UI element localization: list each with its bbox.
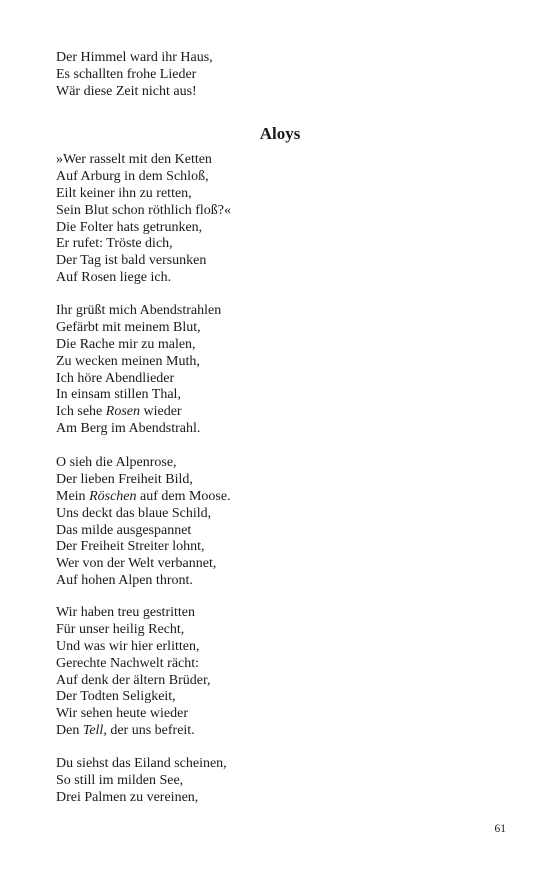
verse-text: auf dem Moose. [136,488,231,504]
verse-text: der uns befreit. [106,723,195,739]
verse-line: Auf Rosen liege ich. [56,270,172,286]
verse-text: Mein [56,488,90,504]
stanza-3 [56,455,496,590]
verse-line [56,489,496,506]
verse-line: So still im milden See, [56,772,184,788]
stanza-4 [56,605,496,740]
verse-line: Ihr grüßt mich Abendstrahlen [56,303,222,318]
verse-line: Am Berg im Abendstrahl. [56,421,201,437]
verse-line: Und was wir hier erlitten, [56,638,200,654]
verse-line: Für unser heilig Recht, [56,621,185,637]
verse-line: Es schallten frohe Lieder [56,66,197,82]
verse-line: Er rufet: Tröste dich, [56,236,173,252]
verse-line: Der Todten Seligkeit, [56,689,176,705]
verse-line: Gefärbt mit meinem Blut, [56,319,201,335]
verse-line: »Wer rasselt mit den Ketten [56,152,212,167]
stanza-2 [56,303,496,438]
verse-line: Auf hohen Alpen thront. [56,573,193,589]
verse-line: Der lieben Freiheit Bild, [56,471,193,487]
verse-line: Die Rache mir zu malen, [56,336,196,352]
verse-line: Eilt keiner ihn zu retten, [56,185,192,201]
verse-text: wieder [139,404,182,420]
verse-line: Wir sehen heute wieder [56,706,188,722]
stanza-1 [56,152,496,287]
verse-line [56,723,496,740]
verse-line: Der Tag ist bald versunken [56,253,207,269]
verse-line: Das milde ausgespannet [56,522,192,538]
verse-line: O sieh die Alpenrose, [56,455,177,470]
verse-line: Auf Arburg in dem Schloß, [56,168,209,184]
stanza-5 [56,756,496,807]
stanza-previous-end [56,50,496,101]
verse-line: Der Freiheit Streiter lohnt, [56,539,205,555]
verse-text: Den [56,723,83,739]
verse-text: Ich sehe [56,404,106,420]
verse-line: Wer von der Welt verbannet, [56,556,217,572]
verse-emphasis: Rosen [105,404,140,420]
verse-line: Auf denk der ältern Brüder, [56,672,211,688]
verse-emphasis: Tell, [82,723,107,739]
verse-line: Der Himmel ward ihr Haus, [56,50,213,65]
poem-title: Aloys [259,124,301,143]
verse-line: Du siehst das Eiland scheinen, [56,756,227,771]
page-number: 61 [494,823,506,835]
verse-line: Drei Palmen zu vereinen, [56,789,199,805]
verse-line: Ich höre Abendlieder [56,370,175,386]
verse-line: Wär diese Zeit nicht aus! [56,83,197,99]
verse-line [56,404,496,421]
verse-line: In einsam stillen Thal, [56,387,181,403]
verse-line: Zu wecken meinen Muth, [56,353,200,369]
verse-emphasis: Röschen [89,488,137,504]
verse-line: Sein Blut schon röthlich floß?« [56,202,231,218]
verse-line: Gerechte Nachwelt rächt: [56,655,200,671]
verse-line: Die Folter hats getrunken, [56,219,203,235]
verse-line: Uns deckt das blaue Schild, [56,505,212,521]
verse-line: Wir haben treu gestritten [56,605,195,620]
